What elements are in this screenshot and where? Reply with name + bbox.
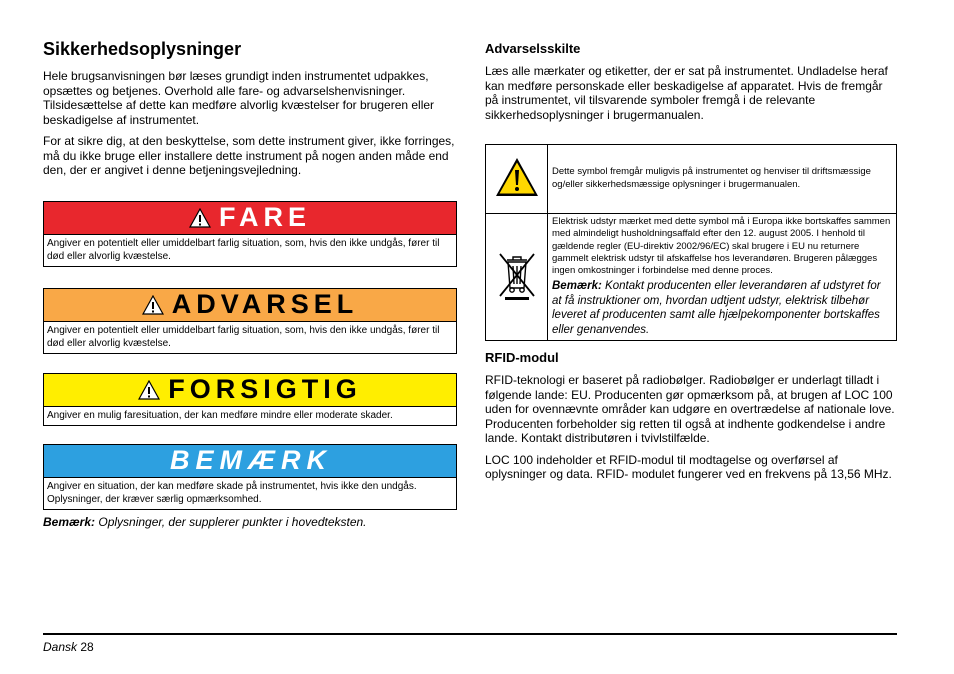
warning-triangle-icon (189, 208, 211, 228)
hazard-label-caution: FORSIGTIG (168, 374, 362, 404)
hazard-label-warning: ADVARSEL (171, 289, 359, 319)
note-line (43, 515, 457, 529)
symbol-description (548, 214, 897, 341)
section-heading-labels: Advarselsskilte (485, 41, 581, 56)
hazard-header-caution (44, 374, 456, 406)
page-number: 28 (80, 640, 94, 654)
hazard-box-notice (43, 444, 457, 510)
weee-note-text: Kontakt producenten eller leverandøren af udstyret for at få instruktioner om, hvordan udtjent udstyr, elektrisk tilbehør leveret af producenten samt alle hjælpekomponenter bortskaffes eller genanvendes. (552, 280, 881, 336)
weee-note-label: Bemærk: (552, 280, 602, 293)
crossed-bin-icon (495, 248, 539, 302)
right-column (485, 38, 897, 489)
safety-protection-paragraph: For at sikre dig, at den beskyttelse, som dette instrument giver, ikke forringes, må du ikke bruge eller installere dette instrument på nogen anden måde end den, der er angivet i denne betjeningsvejledning. (43, 134, 455, 177)
table-row (486, 145, 897, 214)
hazard-box-caution (43, 373, 457, 426)
warning-triangle-icon (138, 380, 160, 400)
hazard-header-warning (44, 289, 456, 321)
hazard-label-danger: FARE (218, 202, 311, 232)
hazard-text-danger: Angiver en potentielt eller umiddelbart farlig situation, som, hvis den ikke undgås, fører til død eller alvorlig kvæstelse. (44, 234, 456, 266)
hazard-label-notice: BEMÆRK (170, 445, 332, 475)
labels-paragraph: Læs alle mærkater og etiketter, der er sat på instrumentet. Undladelse heraf kan medføre personskade eller beskadigelse af apparatet. Hvis de fremgår på instrumentet, vil tilsvarende symboler fremgå i de relevante sikkerhedsoplysninger i brugermanualen. (485, 64, 888, 122)
page-footer (43, 640, 94, 654)
weee-text: Elektrisk udstyr mærket med dette symbol må i Europa ikke bortskaffes sammen med almindeligt husholdningsaffald efter den 12. august 2005. I henhold til gældende regler (EU-direktiv 2002/96/EC) skal brugere i EU nu returnere gammelt elektrisk udstyr til afskaffelse hos leverandøren. Brugeren pålægges ingen omkostninger i forbindelse med denne proces. (552, 216, 891, 277)
hazard-text-caution: Angiver en mulig faresituation, der kan medføre mindre eller moderate skader. (44, 406, 456, 425)
rfid-paragraph-1: RFID-teknologi er baseret på radiobølger. Radiobølger er underlagt tilladt i følgende lande: EU. Producenten gør opmærksom på, at brugen af LOC 100 uden for ovennævnte områder kan udgøre en overtrædelse af nationale love. Producenten forbeholder sig retten til også at indhente godkendelse i andre lande. Kontakt distributøren i tvivlstilfælde. (485, 373, 895, 446)
hazard-text-notice: Angiver en situation, der kan medføre skade på instrumentet, hvis ikke den undgås. Oplysninger, der kræver særlig opmærksomhed. (44, 477, 456, 509)
safety-intro-paragraph: Hele brugsanvisningen bør læses grundigt inden instrumentet udpakkes, opsættes og betjenes. Overhold alle fare- og advarselshenvisninger. Tilsidesættelse af dette kan medføre alvorlig kvæstelser for brugeren eller beskadigelse af instrumentet. (43, 69, 435, 127)
section-heading-safety: Sikkerhedsoplysninger (43, 39, 242, 59)
note-label: Bemærk: (43, 514, 96, 529)
section-heading-rfid: RFID-modul (485, 350, 559, 366)
hazard-header-danger (44, 202, 456, 234)
note-text: Oplysninger, der supplerer punkter i hovedteksten. (95, 514, 367, 529)
warning-triangle-icon (494, 156, 540, 198)
hazard-text-warning: Angiver en potentielt eller umiddelbart farlig situation, som, hvis den ikke undgås, fører til død eller alvorlig kvæstelse. (44, 321, 456, 353)
weee-note (552, 279, 893, 337)
footer-divider (43, 633, 897, 635)
hazard-header-notice (44, 445, 456, 477)
left-column (43, 38, 457, 529)
hazard-box-danger (43, 201, 457, 267)
symbol-cell (486, 145, 548, 214)
symbol-description: Dette symbol fremgår muligvis på instrumentet og henviser til driftsmæssige og/eller sikkerhedsmæssige oplysninger i brugermanualen. (548, 145, 897, 214)
symbol-cell (486, 214, 548, 341)
table-row (486, 214, 897, 341)
rfid-paragraph-2: LOC 100 indeholder et RFID-modul til modtagelse og overførsel af oplysninger og data. RFID- modulet fungerer ved en frekvens på 13,56 MHz. (485, 452, 892, 482)
warning-triangle-icon (142, 295, 164, 315)
hazard-box-warning (43, 288, 457, 354)
footer-language: Dansk (43, 640, 78, 654)
symbols-table (485, 144, 897, 341)
